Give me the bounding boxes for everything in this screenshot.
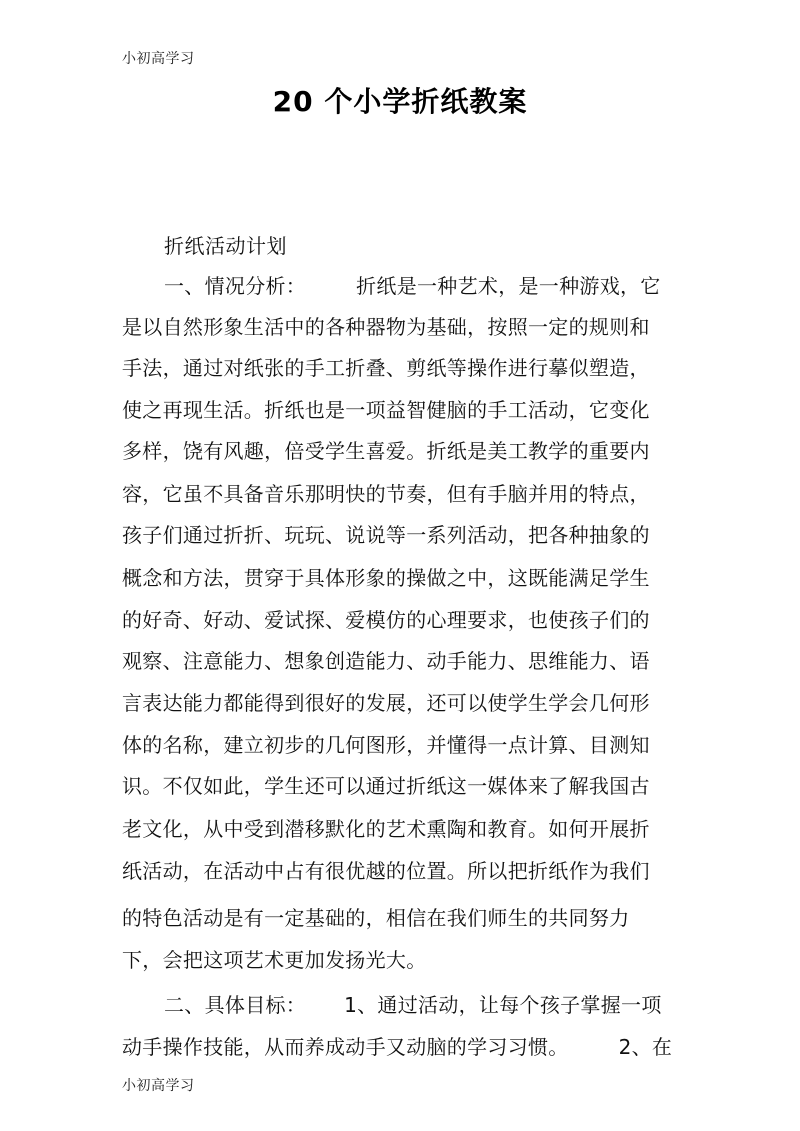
paragraph-text: 1、通过活动，让每个孩子掌握一项 [344, 993, 662, 1017]
paragraph-line-2: 是以自然形象生活中的各种器物为基础，按照一定的规则和 [122, 315, 650, 339]
paragraph-line-4: 使之再现生活。折纸也是一项益智健脑的手工活动，它变化 [122, 398, 650, 422]
paragraph-line-14: 老文化，从中受到潜移默化的艺术熏陶和教育。如何开展折 [122, 817, 650, 841]
paragraph-line-15: 纸活动，在活动中占有很优越的位置。所以把折纸作为我们 [122, 859, 650, 883]
paragraph-line-1 [164, 272, 661, 300]
paragraph-line-13: 识。不仅如此，学生还可以通过折纸这一媒体来了解我国古 [122, 774, 650, 798]
paragraph-line-18 [164, 991, 662, 1019]
paragraph-text: 2、在 [618, 1035, 673, 1059]
paragraph-line-12: 体的名称，建立初步的几何图形，并懂得一点计算、目测知 [122, 733, 650, 757]
paragraph-line-9: 的好奇、好动、爱试探、爱模仿的心理要求，也使孩子们的 [122, 608, 650, 632]
situation-heading: 一、情况分析： [164, 274, 307, 298]
paragraph-line-16: 的特色活动是有一定基础的，相信在我们师生的共同努力 [122, 906, 630, 930]
document-title: 20 个小学折纸教案 [272, 85, 528, 118]
paragraph-text: 动手操作技能，从而养成动手又动脑的学习习惯。 [122, 1035, 569, 1059]
goals-heading: 二、具体目标： [164, 993, 307, 1017]
paragraph-line-10: 观察、注意能力、想象创造能力、动手能力、思维能力、语 [122, 649, 650, 673]
paragraph-line-5: 多样，饶有风趣，倍受学生喜爱。折纸是美工教学的重要内 [122, 439, 650, 463]
paragraph-line-6: 容，它虽不具备音乐那明快的节奏，但有手脑并用的特点， [122, 482, 650, 506]
header-note: 小初高学习 [122, 51, 195, 67]
paragraph-line-7: 孩子们通过折折、玩玩、说说等一系列活动，把各种抽象的 [122, 523, 650, 547]
paragraph-line-11: 言表达能力都能得到很好的发展，还可以使学生学会几何形 [122, 691, 650, 715]
paragraph-line-3: 手法，通过对纸张的手工折叠、剪纸等操作进行摹似塑造， [122, 356, 650, 380]
paragraph-line-8: 概念和方法，贯穿于具体形象的操做之中，这既能满足学生 [122, 566, 650, 590]
paragraph-line-19 [122, 1033, 672, 1061]
footer-note: 小初高学习 [122, 1078, 195, 1094]
section-title: 折纸活动计划 [164, 234, 287, 258]
paragraph-text: 折纸是一种艺术，是一种游戏，它 [356, 274, 661, 298]
paragraph-line-17: 下，会把这项艺术更加发扬光大。 [122, 948, 427, 972]
